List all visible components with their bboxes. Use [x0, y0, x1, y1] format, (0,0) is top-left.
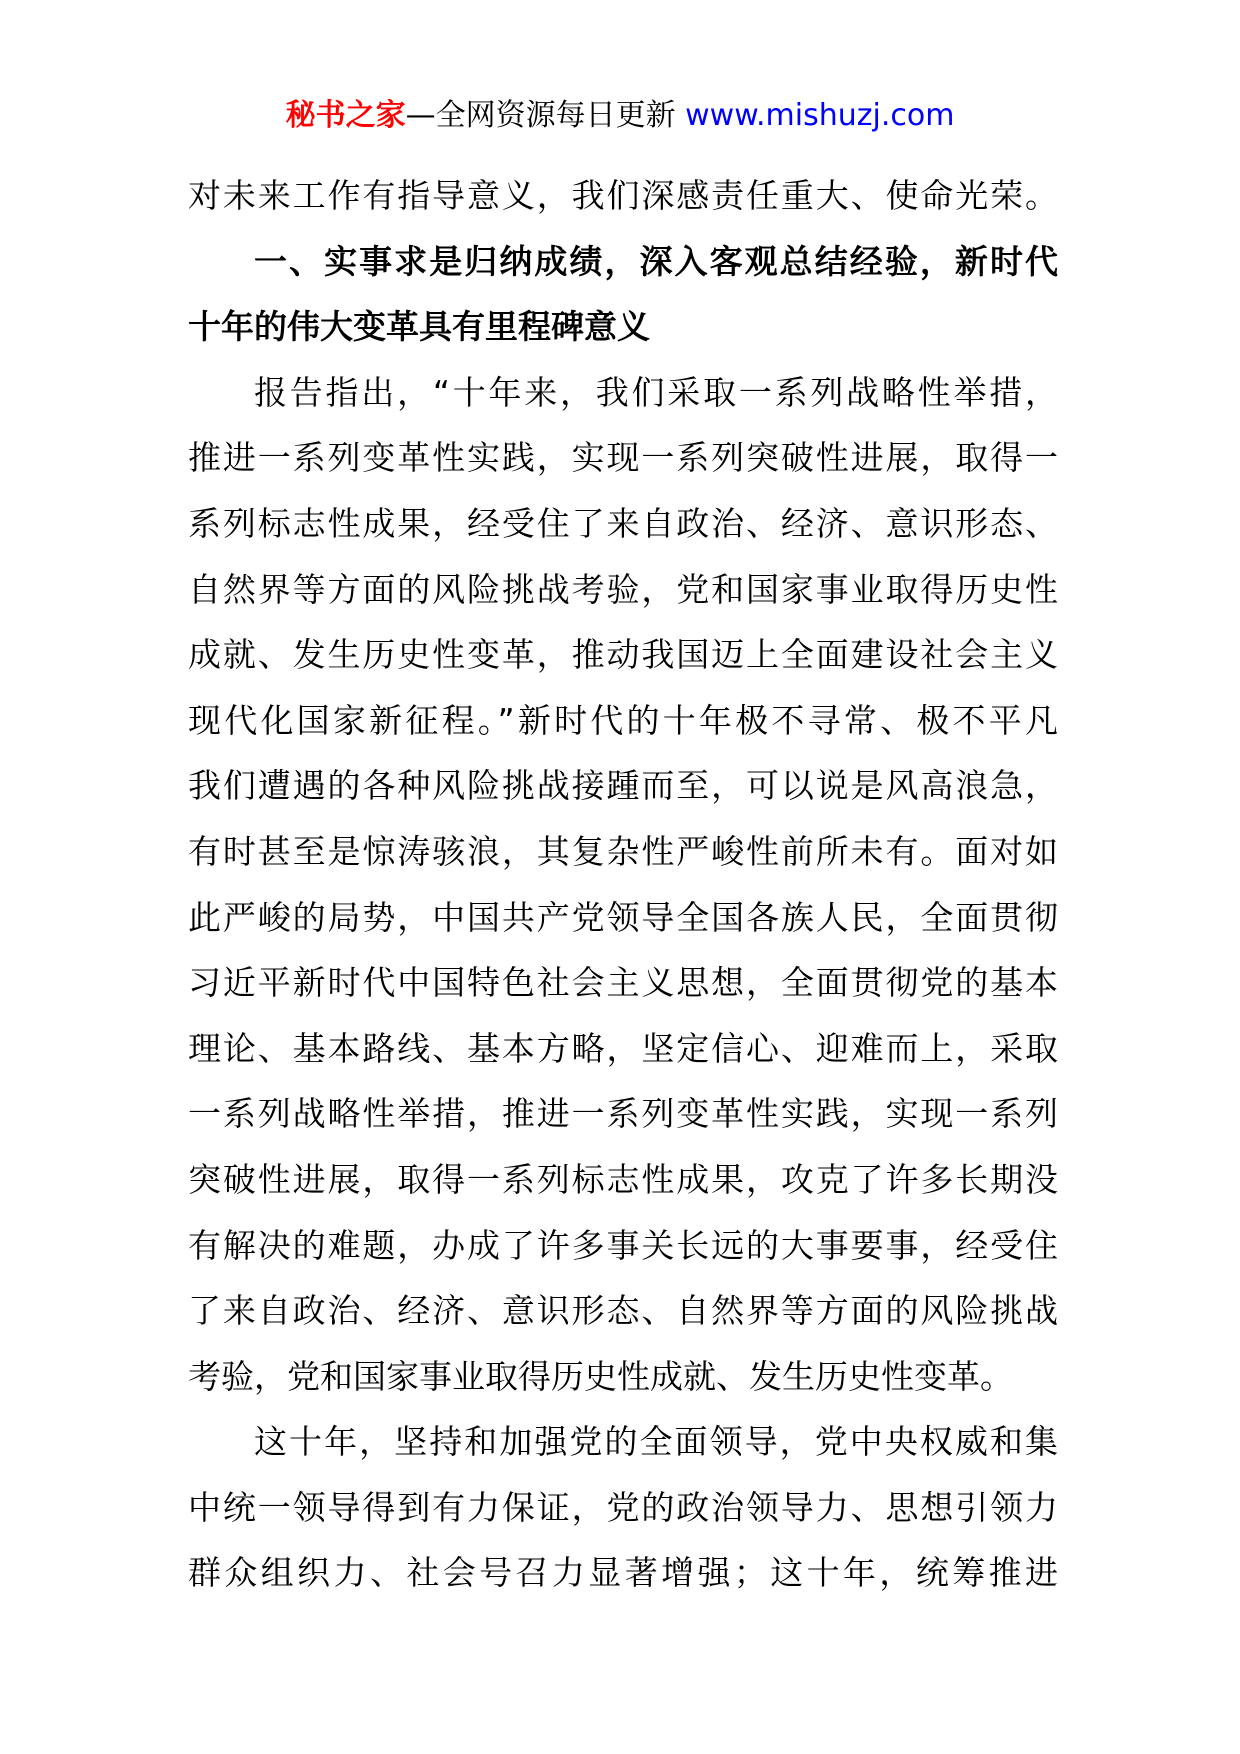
text-line: 自然界等方面的风险挑战考验，党和国家事业取得历史性: [188, 569, 1058, 609]
text-line: 推进一系列变革性实践，实现一系列突破性进展，取得一: [188, 438, 1058, 478]
text-line: 对未来工作有指导意义，我们深感责任重大、使命光荣。: [188, 176, 1058, 215]
text-line: 一系列战略性举措，推进一系列变革性实践，实现一系列: [188, 1094, 1058, 1134]
text-line: 考验，党和国家事业取得历史性成就、发生历史性变革。: [188, 1356, 1013, 1396]
text-line: 成就、发生历史性变革，推动我国迈上全面建设社会主义: [188, 635, 1058, 675]
text-line: 有时甚至是惊涛骇浪，其复杂性严峻性前所未有。面对如: [188, 831, 1058, 871]
text-line: 了来自政治、经济、意识形态、自然界等方面的风险挑战: [188, 1291, 1058, 1331]
text-line: 群众组织力、社会号召力显著增强；这十年，统筹推进: [188, 1553, 1058, 1593]
header-brand: 秘书之家: [285, 98, 406, 133]
page-header: [0, 96, 1240, 136]
text-line: 这十年，坚持和加强党的全面领导，党中央权威和集: [254, 1422, 1058, 1462]
text-line: 我们遭遇的各种风险挑战接踵而至，可以说是风高浪急，: [188, 766, 1058, 806]
text-line: 现代化国家新征程。”新时代的十年极不寻常、极不平凡: [188, 700, 1058, 740]
section-heading-line: 十年的伟大变革具有里程碑意义: [188, 307, 650, 347]
header-url-link[interactable]: www.mishuzj.com: [685, 98, 955, 133]
text-line: 突破性进展，取得一系列标志性成果，攻克了许多长期没: [188, 1159, 1058, 1199]
section-heading-line: 一、实事求是归纳成绩，深入客观总结经验，新时代: [254, 241, 1058, 281]
text-line: 报告指出，“十年来，我们采取一系列战略性举措，: [254, 372, 1058, 412]
text-line: 系列标志性成果，经受住了来自政治、经济、意识形态、: [188, 503, 1058, 543]
text-line: 有解决的难题，办成了许多事关长远的大事要事，经受住: [188, 1225, 1058, 1265]
text-line: 理论、基本路线、基本方略，坚定信心、迎难而上，采取: [188, 1028, 1058, 1068]
text-line: 习近平新时代中国特色社会主义思想，全面贯彻党的基本: [188, 963, 1058, 1003]
header-tagline: —全网资源每日更新: [405, 98, 676, 133]
document-body: [188, 163, 1058, 1606]
text-line: 此严峻的局势，中国共产党领导全国各族人民，全面贯彻: [188, 897, 1058, 937]
text-line: 中统一领导得到有力保证，党的政治领导力、思想引领力: [188, 1487, 1058, 1527]
